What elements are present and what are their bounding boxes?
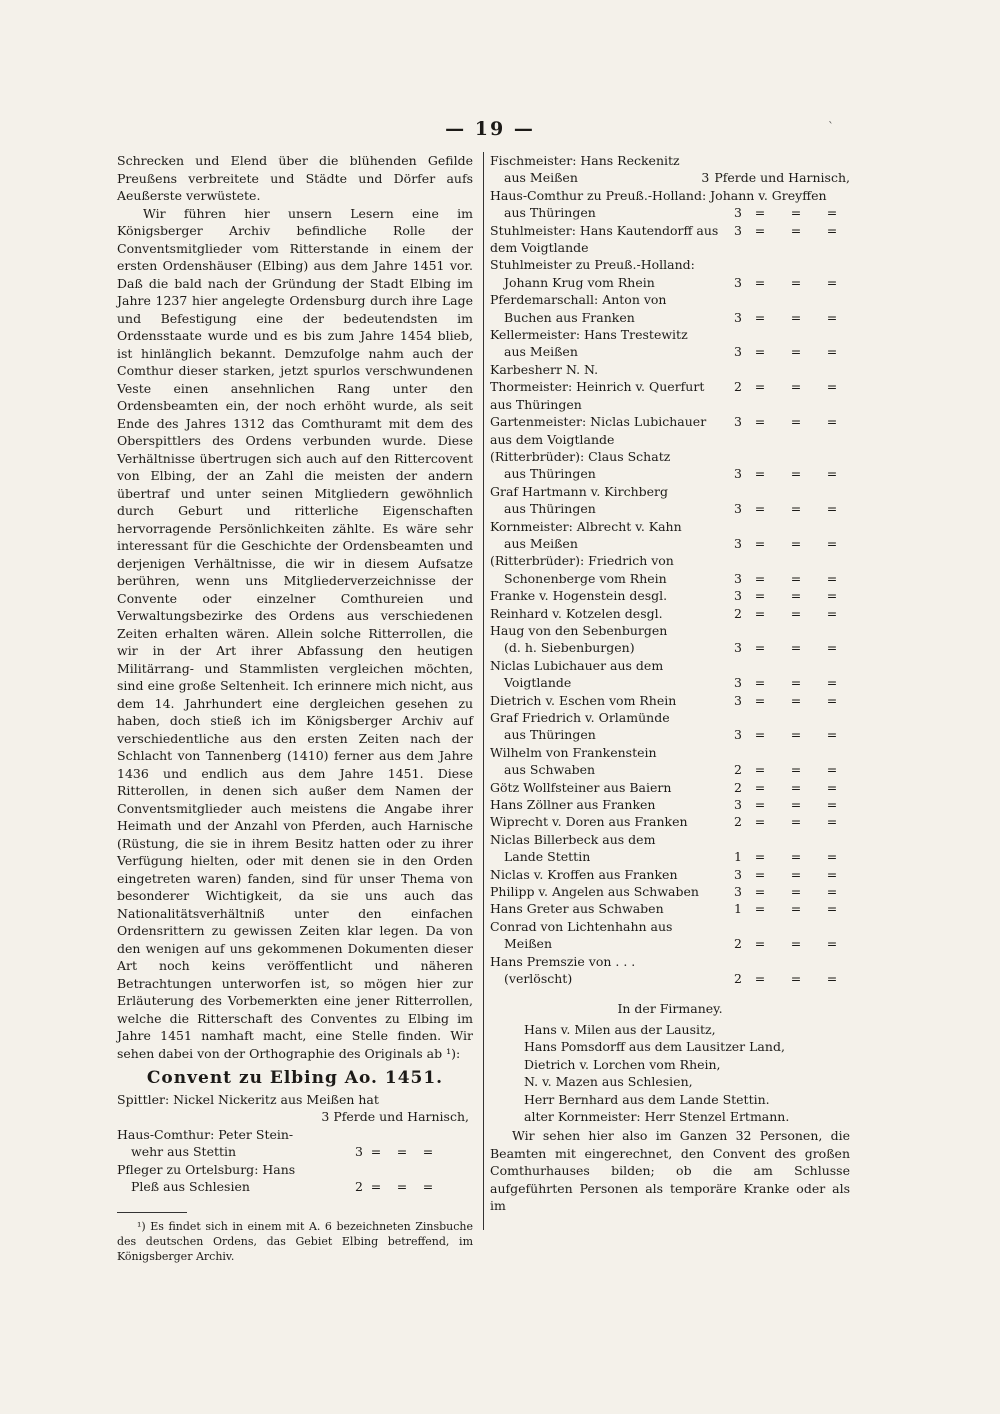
entry-count: 3 (734, 205, 742, 221)
firmanei-item: Herr Bernhard aus dem Lande Stettin. (524, 1091, 770, 1107)
ditto-mark: = (826, 849, 838, 865)
roster-line (490, 657, 850, 674)
ditto-mark: = (790, 814, 802, 830)
firmanei-heading: In der Firmaney. (617, 1000, 723, 1016)
roster-line (490, 709, 850, 726)
roster-entry (490, 413, 850, 448)
roster-line (490, 761, 850, 778)
ditto-mark: = (754, 379, 766, 395)
entry-name: Niclas v. Kroffen aus Franken (490, 866, 678, 882)
roster-line (490, 326, 850, 343)
ditto-mark: = (826, 309, 838, 325)
entry-name: Thormeister: Heinrich v. Querfurt aus Thüringen (490, 379, 705, 412)
entry-origin: Pleß aus Schlesien (131, 1179, 250, 1194)
ditto-mark: = (754, 727, 766, 743)
entry-name: Götz Wollfsteiner aus Baiern (490, 779, 672, 795)
ditto-mark: = (826, 675, 838, 691)
roster-line (490, 204, 850, 221)
ditto-mark: = (826, 222, 838, 238)
ditto-mark: = (790, 936, 802, 952)
entry-continuation: (d. h. Siebenburgen) (504, 640, 635, 656)
roster-entry-pfleger (117, 1161, 473, 1196)
ditto-mark: = (754, 605, 766, 621)
entry-count: 3 (734, 414, 742, 430)
roster-line (490, 256, 850, 273)
ditto-mark: = (396, 1144, 408, 1159)
entry-name: Stuhlmeister: Hans Kautendorff aus dem Voigtlande (490, 222, 719, 256)
entry-count: 3 (734, 344, 742, 360)
roster-entry (490, 796, 850, 813)
entry-name: Philipp v. Angelen aus Schwaben (490, 884, 699, 900)
roster-line (490, 726, 850, 743)
entry-continuation: aus Meißen (504, 170, 578, 186)
footnote: ¹) Es findet sich in einem mit A. 6 bezeichneten Zinsbuche des deutschen Ordens, das Gebiet Elbing betreffend, im Königsberger Archiv. (117, 1219, 473, 1263)
ditto-mark: = (790, 309, 802, 325)
roster-entry (490, 326, 850, 361)
roster-entry (490, 744, 850, 779)
roster-entry (490, 378, 850, 413)
ditto-mark: = (826, 971, 838, 987)
roster-entry (490, 657, 850, 692)
roster-line (490, 935, 850, 952)
firmanei-item: Hans v. Milen aus der Lausitz, (524, 1021, 716, 1037)
roster-line (490, 483, 850, 500)
roster-line (490, 813, 850, 830)
ditto-mark: = (790, 779, 802, 795)
roster-line (490, 674, 850, 691)
roster-entry-spittler (117, 1091, 473, 1126)
page-number: — 19 — (445, 118, 535, 140)
ditto-mark: = (826, 501, 838, 517)
ditto-mark: = (826, 605, 838, 621)
ditto-mark: = (826, 274, 838, 290)
ditto-mark: = (826, 797, 838, 813)
roster-line (490, 500, 850, 517)
ditto-mark: = (826, 379, 838, 395)
roster-line (490, 883, 850, 900)
ditto-mark: = (826, 640, 838, 656)
ditto-mark: = (754, 901, 766, 917)
entry-name: Niclas Lubichauer aus dem (490, 657, 664, 673)
roster-line (490, 587, 850, 604)
entry-count: 2 (734, 936, 742, 952)
firmanei-item: alter Kornmeister: Herr Stenzel Ertmann. (524, 1108, 790, 1124)
roster-line (490, 448, 850, 465)
ditto-mark: = (790, 414, 802, 430)
entry-count: 3 (734, 309, 742, 325)
roster-entry (490, 361, 850, 378)
ditto-mark: = (754, 797, 766, 813)
roster-line (490, 343, 850, 360)
entry-count: 3 (734, 570, 742, 586)
ditto-mark: = (790, 205, 802, 221)
ditto-mark: = (790, 222, 802, 238)
ditto-mark: = (790, 762, 802, 778)
ditto-mark: = (790, 640, 802, 656)
ditto-mark: = (754, 414, 766, 430)
roster-line (490, 866, 850, 883)
roster-line (490, 518, 850, 535)
entry-count: 3 (734, 222, 742, 238)
firmanei-item: N. v. Mazen aus Schlesien, (524, 1074, 693, 1090)
entry-continuation: aus Schwaben (504, 762, 596, 778)
roster-entry (490, 518, 850, 553)
roster-entry (490, 291, 850, 326)
roster-entry (490, 448, 850, 483)
roster-line (490, 744, 850, 761)
ditto-mark: = (754, 675, 766, 691)
firmanei-item: Hans Pomsdorff aus dem Lausitzer Land, (524, 1039, 785, 1055)
ditto-mark: = (790, 605, 802, 621)
ditto-mark: = (754, 762, 766, 778)
entry-count: 3 (734, 274, 742, 290)
entry-count: 3 (734, 727, 742, 743)
entry-name: Hans Greter aus Schwaben (490, 901, 664, 917)
entry-note: Pferde und Harnisch, (714, 170, 850, 186)
ditto-mark: = (370, 1179, 382, 1194)
roster-line (490, 796, 850, 813)
roster-line (490, 274, 850, 291)
roster-line (490, 831, 850, 848)
ditto-mark: = (754, 466, 766, 482)
roster-entry (490, 605, 850, 622)
ditto-mark: = (826, 762, 838, 778)
entry-continuation: aus Thüringen (504, 727, 596, 743)
roster-line (490, 413, 850, 448)
entry-count: 2 (355, 1179, 363, 1194)
entry-name: Conrad von Lichtenhahn aus (490, 918, 673, 934)
ditto-mark: = (826, 570, 838, 586)
corner-mark: ` (828, 120, 834, 134)
entry-count: 1 (734, 849, 742, 865)
entry-name: Niclas Billerbeck aus dem (490, 831, 656, 847)
entry-name: Kornmeister: Albrecht v. Kahn (490, 518, 682, 534)
ditto-mark: = (826, 866, 838, 882)
ditto-mark: = (790, 797, 802, 813)
roster-line (490, 692, 850, 709)
entry-name: (Ritterbrüder): Friedrich von (490, 553, 674, 569)
roster-entry (490, 552, 850, 587)
entry-continuation: Buchen aus Franken (504, 309, 635, 325)
ditto-mark: = (826, 344, 838, 360)
entry-count: 3 (734, 675, 742, 691)
ditto-mark: = (422, 1144, 434, 1159)
roster-line (490, 639, 850, 656)
ditto-mark: = (826, 936, 838, 952)
entry-count: 3 (734, 797, 742, 813)
entry-name: Gartenmeister: Niclas Lubichauer aus dem Voigtlande (490, 414, 707, 447)
roster-entry-haus-comthur (117, 1126, 473, 1161)
ditto-mark: = (790, 588, 802, 604)
roster-entry (490, 152, 850, 187)
entry-continuation: Voigtlande (504, 675, 572, 691)
entry-count: 2 (734, 379, 742, 395)
entry-continuation: Schonenberge vom Rhein (504, 570, 667, 586)
firmanei-list (490, 1021, 850, 1125)
ditto-mark: = (422, 1179, 434, 1194)
entry-name: (Ritterbrüder): Claus Schatz (490, 448, 671, 464)
ditto-mark: = (754, 501, 766, 517)
ditto-mark: = (790, 466, 802, 482)
entry-name: Pfleger zu Ortelsburg: Hans (117, 1161, 296, 1177)
ditto-mark: = (754, 535, 766, 551)
entry-name: Franke v. Hogenstein desgl. (490, 588, 668, 604)
firmanei-item: Dietrich v. Lorchen vom Rhein, (524, 1056, 721, 1072)
roster-entry (490, 222, 850, 257)
entry-count: 2 (734, 971, 742, 987)
entry-count: 2 (734, 779, 742, 795)
roster-line (490, 900, 850, 917)
roster-line (490, 169, 850, 186)
roster-entry (490, 831, 850, 866)
entry-continuation: aus Thüringen (504, 205, 596, 221)
roster-line (490, 187, 850, 204)
ditto-mark: = (826, 535, 838, 551)
closing-paragraph: Wir sehen hier also im Ganzen 32 Personen, die Beamten mit eingerechnet, den Convent des großen Comthurhauses bilden; ob die am Schlusse aufgeführten Personen als temporäre Kranke oder als im (490, 1128, 850, 1213)
entry-count-row (117, 1143, 473, 1161)
ditto-mark: = (754, 692, 766, 708)
entry-count: 2 (734, 605, 742, 621)
roster-entry (490, 483, 850, 518)
roster-line (490, 152, 850, 169)
ditto-mark: = (790, 675, 802, 691)
ditto-mark: = (826, 588, 838, 604)
roster-line (490, 309, 850, 326)
ditto-mark: = (790, 727, 802, 743)
entry-count: 3 (734, 535, 742, 551)
column-divider (483, 152, 484, 1230)
roster-list (490, 152, 850, 988)
main-paragraph: Wir führen hier unsern Lesern eine im Königsberger Archiv befindliche Rolle der Conventsmitglieder vom Ritterstande in einem der ersten Ordenshäuser (Elbing) aus dem Jahre 1451 vor. Daß die bald nach der Gründung der Stadt Elbing im Jahre 1237 hier angelegte Ordensburg durch ihre Lage und Befestigung eine der bedeutendsten im Ordensstaate wurde und es bis zum Jahre 1454 blieb, ist hinlänglich bekannt. Demzufolge nahm auch der Comthur dieser starken, jetzt spurlos verschwundenen Veste einen ansehnlichen Rang unter den Ordensbeamten ein, der noch erhöht wurde, als seit Ende des Jahres 1312 das Comthuramt mit dem des Oberspittlers des Ordens verbunden wurde. Diese Verhältnisse übertrugen sich auch auf den Rittercovent von Elbing, der an Zahl die meisten der andern übertraf und unter seinen Mitgliedern gewöhnlich durch Geburt und ritterliche Eigenschaften hervorragende Persönlichkeiten zählte. Es wäre sehr interessant für die Geschichte der Ordensbeamten und derjenigen Verhältnisse, die wir in diesem Aufsatze berühren, wenn uns Mitgliederverzeichnisse der Convente oder einzelner Comthureien und Verwaltungsbezirke des Ordens aus verschiedenen Zeiten erhalten wären. Allein solche Ritterrollen, die wir in der Art ihrer Abfassung den heutigen Militärrang- und Stammlisten vergleichen möchten, sind eine große Seltenheit. Ich erinnere mich nicht, aus dem 14. Jahrhundert eine dergleichen gesehen zu haben, doch stieß ich im Königsberger Archiv auf verschiedentliche aus den ersten Zeiten nach der Schlacht von Tannenberg (1410) ferner aus dem Jahre 1436 und endlich aus dem Jahre 1451. Diese Ritterollen, in denen sich außer dem Namen der Conventsmitglieder auch meistens die Angabe ihrer Heimath und der Anzahl von Pferden, auch Harnische (Rüstung, die sie in ihrem Besitz hatten oder zu ihrer Verfügung hielten, oder mit denen sie in den Orden eingetreten waren) fanden, sind für unser Thema von besonderer Wichtigkeit, da sie uns auch das Nationalitätsverhältniß unter den einfachen Ordensrittern zu gewissen Zeiten klar legen. Da von den wenigen auf uns gekommenen Dokumenten dieser Art noch keins veröffentlicht und näheren Betrachtungen unterworfen ist, so mögen hier zur Erläuterung des Vorbemerkten eine jener Ritterrollen, welche die Ritterschaft des Conventes zu Elbing im Jahre 1451 namhaft macht, eine Stelle finden. Wir sehen dabei von der Orthographie des Originals ab ¹): (117, 205, 473, 1061)
roster-entry (490, 187, 850, 222)
ditto-mark: = (754, 779, 766, 795)
entry-count: 3 (734, 588, 742, 604)
entry-name: Reinhard v. Kotzelen desgl. (490, 605, 663, 621)
roster-entry (490, 256, 850, 291)
entry-name: Dietrich v. Eschen vom Rhein (490, 692, 677, 708)
entry-continuation: Meißen (504, 936, 552, 952)
entry-count: 2 (734, 762, 742, 778)
roster-line (490, 570, 850, 587)
ditto-mark: = (826, 884, 838, 900)
left-column (117, 152, 473, 1264)
entry-name: Haus-Comthur zu Preuß.-Holland: Johann v. Greyffen (490, 187, 827, 203)
entry-continuation: aus Meißen (504, 535, 578, 551)
ditto-mark: = (826, 692, 838, 708)
entry-count-row (117, 1178, 473, 1196)
entry-count: 3 (734, 866, 742, 882)
entry-count: 2 (734, 814, 742, 830)
roster-line (490, 779, 850, 796)
roster-line (490, 378, 850, 413)
ditto-mark: = (754, 222, 766, 238)
roster-line (490, 848, 850, 865)
roster-entry (490, 866, 850, 883)
roster-line (490, 535, 850, 552)
right-column (490, 152, 850, 1227)
ditto-mark: = (790, 379, 802, 395)
entry-count: 3 (734, 501, 742, 517)
roster-entry (490, 587, 850, 604)
ditto-mark: = (754, 936, 766, 952)
entry-continuation: aus Thüringen (504, 501, 596, 517)
ditto-mark: = (826, 779, 838, 795)
entry-count: 3 (701, 170, 710, 186)
ditto-mark: = (790, 849, 802, 865)
ditto-mark: = (790, 971, 802, 987)
roster-line (490, 605, 850, 622)
ditto-mark: = (826, 205, 838, 221)
ditto-mark: = (826, 727, 838, 743)
ditto-mark: = (754, 971, 766, 987)
ditto-mark: = (754, 849, 766, 865)
roster-entry (490, 918, 850, 953)
ditto-mark: = (826, 814, 838, 830)
entry-note: 3 Pferde und Harnisch, (321, 1109, 469, 1124)
ditto-mark: = (396, 1179, 408, 1194)
ditto-mark: = (754, 570, 766, 586)
roster-entry (490, 779, 850, 796)
roster-line (490, 953, 850, 970)
roster-entry (490, 692, 850, 709)
entry-name: Karbesherr N. N. (490, 361, 599, 377)
entry-continuation: aus Meißen (504, 344, 578, 360)
roster-line (490, 970, 850, 987)
ditto-mark: = (754, 640, 766, 656)
entry-count: 3 (734, 884, 742, 900)
roster-line (490, 361, 850, 378)
ditto-mark: = (790, 570, 802, 586)
ditto-mark: = (754, 274, 766, 290)
ditto-mark: = (790, 884, 802, 900)
entry-name: Pferdemarschall: Anton von (490, 292, 667, 308)
entry-name: Kellermeister: Hans Trestewitz (490, 327, 688, 343)
ditto-mark: = (790, 501, 802, 517)
roster-line (490, 465, 850, 482)
ditto-mark: = (754, 205, 766, 221)
roster-line (490, 222, 850, 257)
roster-entry (490, 709, 850, 744)
footnote-rule (117, 1212, 187, 1213)
entry-continuation: (verlöscht) (504, 971, 573, 987)
roster-line (490, 622, 850, 639)
ditto-mark: = (826, 466, 838, 482)
entry-count: 3 (355, 1144, 363, 1159)
roster-line (490, 291, 850, 308)
ditto-mark: = (754, 814, 766, 830)
ditto-mark: = (754, 309, 766, 325)
roster-entry (490, 813, 850, 830)
entry-origin: wehr aus Stettin (131, 1144, 237, 1159)
ditto-mark: = (790, 901, 802, 917)
convent-heading: Convent zu Elbing Ao. 1451. (146, 1068, 444, 1088)
entry-name: Haus-Comthur: Peter Stein- (117, 1126, 294, 1142)
entry-count: 3 (734, 466, 742, 482)
ditto-mark: = (826, 414, 838, 430)
ditto-mark: = (754, 866, 766, 882)
intro-paragraph: Schrecken und Elend über die blühenden Gefilde Preußens verbreitete und Städte und Dörfer aufs Aeußerste verwüstete. (117, 153, 473, 203)
ditto-mark: = (790, 866, 802, 882)
roster-line (490, 552, 850, 569)
ditto-mark: = (754, 344, 766, 360)
ditto-mark: = (790, 274, 802, 290)
ditto-mark: = (754, 588, 766, 604)
entry-name: Fischmeister: Hans Reckenitz (490, 153, 680, 168)
roster-entry (490, 622, 850, 657)
entry-count: 3 (734, 640, 742, 656)
entry-name: Stuhlmeister zu Preuß.-Holland: (490, 257, 695, 273)
ditto-mark: = (826, 901, 838, 917)
entry-continuation: Johann Krug vom Rhein (504, 274, 655, 290)
entry-name: Wiprecht v. Doren aus Franken (490, 814, 688, 830)
roster-entry (490, 900, 850, 917)
entry-name: Graf Hartmann v. Kirchberg (490, 483, 669, 499)
entry-count: 1 (734, 901, 742, 917)
roster-entry (490, 953, 850, 988)
ditto-mark: = (370, 1144, 382, 1159)
entry-name: Hans Zöllner aus Franken (490, 797, 656, 813)
roster-entry (490, 883, 850, 900)
roster-line (490, 918, 850, 935)
entry-name: Wilhelm von Frankenstein (490, 744, 657, 760)
ditto-mark: = (790, 535, 802, 551)
entry-name: Spittler: Nickel Nickeritz aus Meißen hat (117, 1091, 379, 1107)
ditto-mark: = (790, 344, 802, 360)
entry-name: Graf Friedrich v. Orlamünde (490, 710, 670, 725)
ditto-mark: = (754, 884, 766, 900)
entry-count: 3 (734, 692, 742, 708)
entry-name: Haug von den Sebenburgen (490, 622, 668, 638)
entry-continuation: aus Thüringen (504, 466, 596, 482)
ditto-mark: = (790, 692, 802, 708)
entry-continuation: Lande Stettin (504, 849, 591, 865)
entry-name: Hans Premszie von . . . (490, 953, 636, 969)
